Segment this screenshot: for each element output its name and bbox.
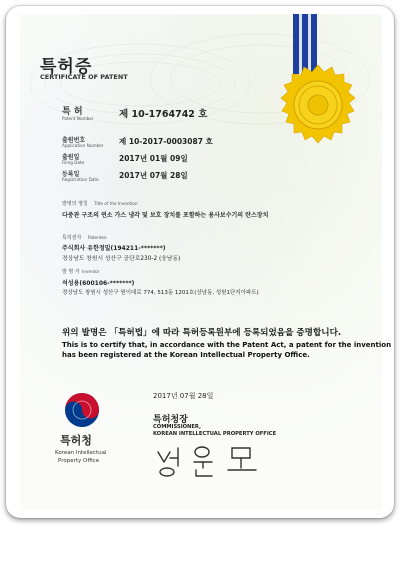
filing-date-label-en: Filing Date [62,160,85,165]
patent-number-label-en: Patent Number [62,116,94,121]
inventor-label: 발 명 자 [62,269,80,275]
patentee-label: 특허권자 [62,235,82,241]
commissioner-title-en-2: KOREAN INTELLECTUAL PROPERTY OFFICE [153,431,277,437]
application-number-label-en: Application Number [62,143,104,148]
issue-date: 2017년 07월 28일 [153,392,214,400]
inventor-label-en: Inventor [82,269,100,274]
invention-label: 발명의 명칭 [62,201,88,207]
patentee-label-en: Patentee [88,235,107,240]
certification-statement-ko: 위의 발명은 「특허법」에 따라 특허등록원부에 등록되었음을 증명합니다. [62,328,342,338]
certificate-title: 특허증 [40,57,93,77]
certification-statement-en-2: has been registered at the Korean Intellectual Property Office. [62,351,310,359]
patentee-name: 주식회사 유한정밀(194211-*******) [62,245,166,252]
gold-seal-icon [277,64,359,146]
patent-number-label: 특 허 [62,107,83,117]
office-name-en-1: Korean Intellectual [55,450,107,456]
certification-statement-en-1: This is to certify that, in accordance with the Patent Act, a patent for the invention [62,341,392,349]
application-number-label: 출원번호 [62,137,86,144]
office-name-ko: 특허청 [60,434,92,447]
filing-date-value: 2017년 01월 09일 [119,154,188,163]
patent-number-value: 제 10-1764742 호 [119,109,208,120]
commissioner-title-en-1: COMMISSIONER, [153,424,201,430]
invention-label-en: Title of the Invention [94,201,138,206]
certificate-title-en: CERTIFICATE OF PATENT [40,73,128,81]
invention-title-value: 다중관 구조의 연소 가스 냉각 및 보호 장치를 포함하는 용사보수기의 란스장치 [62,212,269,219]
inventor-name: 석성용(600106-*******) [62,280,135,287]
patentee-address: 경상남도 창원시 성산구 공단로230-2 (웅남동) [62,256,181,262]
office-name-en-2: Property Office [58,458,100,464]
filing-date-label: 출원일 [62,154,80,161]
registration-date-label-en: Registration Date [62,177,99,182]
registration-date-label: 등록일 [62,171,80,178]
commissioner-title-ko: 특허청장 [153,415,188,425]
registration-date-value: 2017년 07월 28일 [119,171,188,180]
application-number-value: 제 10-2017-0003087 호 [119,137,213,146]
commissioner-signature-icon [150,440,270,480]
kipo-taegeuk-logo-icon [64,392,100,428]
inventor-address: 경상남도 창원시 성산구 원이대로 774, 513동 1201호(상남동, 성원1단지아파트) [62,290,259,296]
